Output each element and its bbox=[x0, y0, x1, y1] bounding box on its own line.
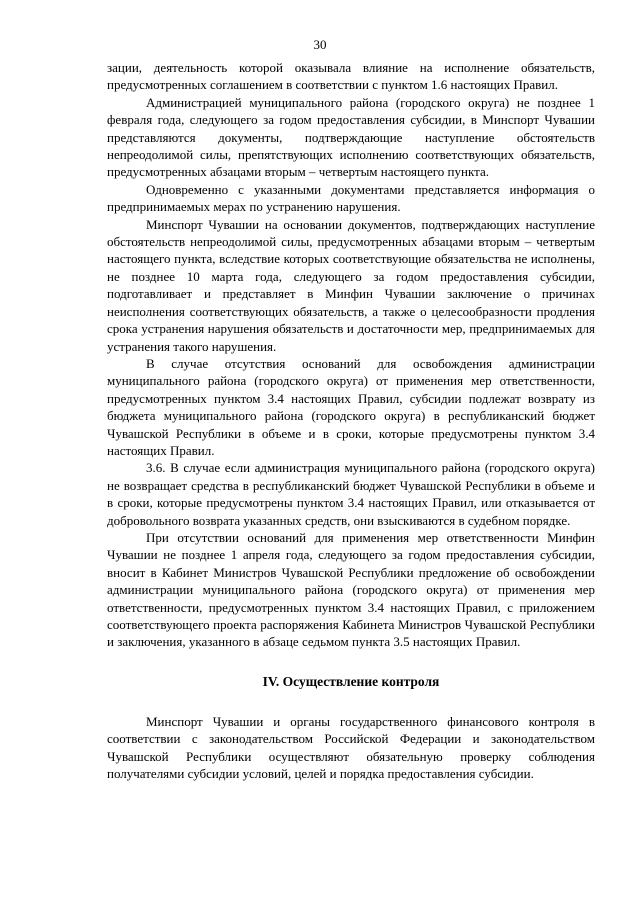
paragraph-continuation: зации, деятельность которой оказывала влияние на исполнение обязательств, предусмотренных соглашением в соответствии с пунктом 1.6 настоящих Правил. bbox=[107, 60, 595, 93]
paragraph-minfin-proposal: При отсутствии оснований для применения мер ответственности Минфин Чувашии не позднее 1 апреля года, следующего за годом предоставления субсидии, вносит в Кабинет Министров Чувашской Республики предложение об освобождении администрации муниципального района (городского округа) от применения мер ответственности, предусмотренных пунктом 3.4 настоящих Правил, с приложением соответствующего проекта распоряжения Кабинета Министров Чувашской Республики и заключения, указанного в абзаце седьмом пункта 3.5 настоящих Правил. bbox=[107, 529, 595, 650]
document-body bbox=[107, 59, 595, 782]
paragraph-measures-info: Одновременно с указанными документами представляется информация о предпринимаемых мерах по устранению нарушения. bbox=[107, 181, 595, 215]
page-number: 30 bbox=[313, 37, 327, 52]
paragraph-3-6-recovery: 3.6. В случае если администрация муниципального района (городского округа) не возвращает средства в республиканский бюджет Чувашской Республики в объеме и в сроки, которые предусмотрены пунктом 3.4 настоящих Правил, или отказывается от добровольного возврата указанных средств, они взыскиваются в судебном порядке. bbox=[107, 460, 595, 528]
paragraph-force-majeure-documents: Администрацией муниципального района (городского округа) не позднее 1 февраля года, следующего за годом предоставления субсидии, в Минспорт Чувашии представляются документы, подтверждающие наступление обстоятельств непреодолимой силы, препятствующих исполнению соответствующих обязательств, предусмотренных абзацами вторым – четвертым настоящего пункта. bbox=[107, 94, 595, 180]
section-heading-control: IV. Осуществление контроля bbox=[262, 673, 440, 689]
paragraph-minsport-conclusion: Минспорт Чувашии на основании документов, подтверждающих наступление обстоятельств непреодолимой силы, предусмотренных абзацами вторым – четвертым настоящего пункта, вследствие которых соответствующие обязательства не исполнены, не позднее 10 марта года, следующего за годом предоставления субсидии, подготавливает и представляет в Минфин Чувашии заключение о причинах неисполнения соответствующих обязательств, а также о целесообразности продления срока устранения нарушения обязательств и достаточности мер, предпринимаемых для устранения такого нарушения. bbox=[107, 216, 595, 354]
paragraph-control-check: Минспорт Чувашии и органы государственного финансового контроля в соответствии с законодательством Российской Федерации и законодательством Чувашской Республики осуществляют обязательную проверку соблюдения получателями субсидии условий, целей и порядка предоставления субсидии. bbox=[107, 713, 595, 782]
paragraph-subsidy-return: В случае отсутствия оснований для освобождения администрации муниципального района (городского округа) от применения мер ответственности, предусмотренных пунктом 3.4 настоящих Правил, субсидии подлежат возврату из бюджета муниципального района (городского округа) в республиканский бюджет Чувашской Республики в объеме и в сроки, которые предусмотрены пунктом 3.4 настоящих Правил. bbox=[107, 355, 595, 458]
